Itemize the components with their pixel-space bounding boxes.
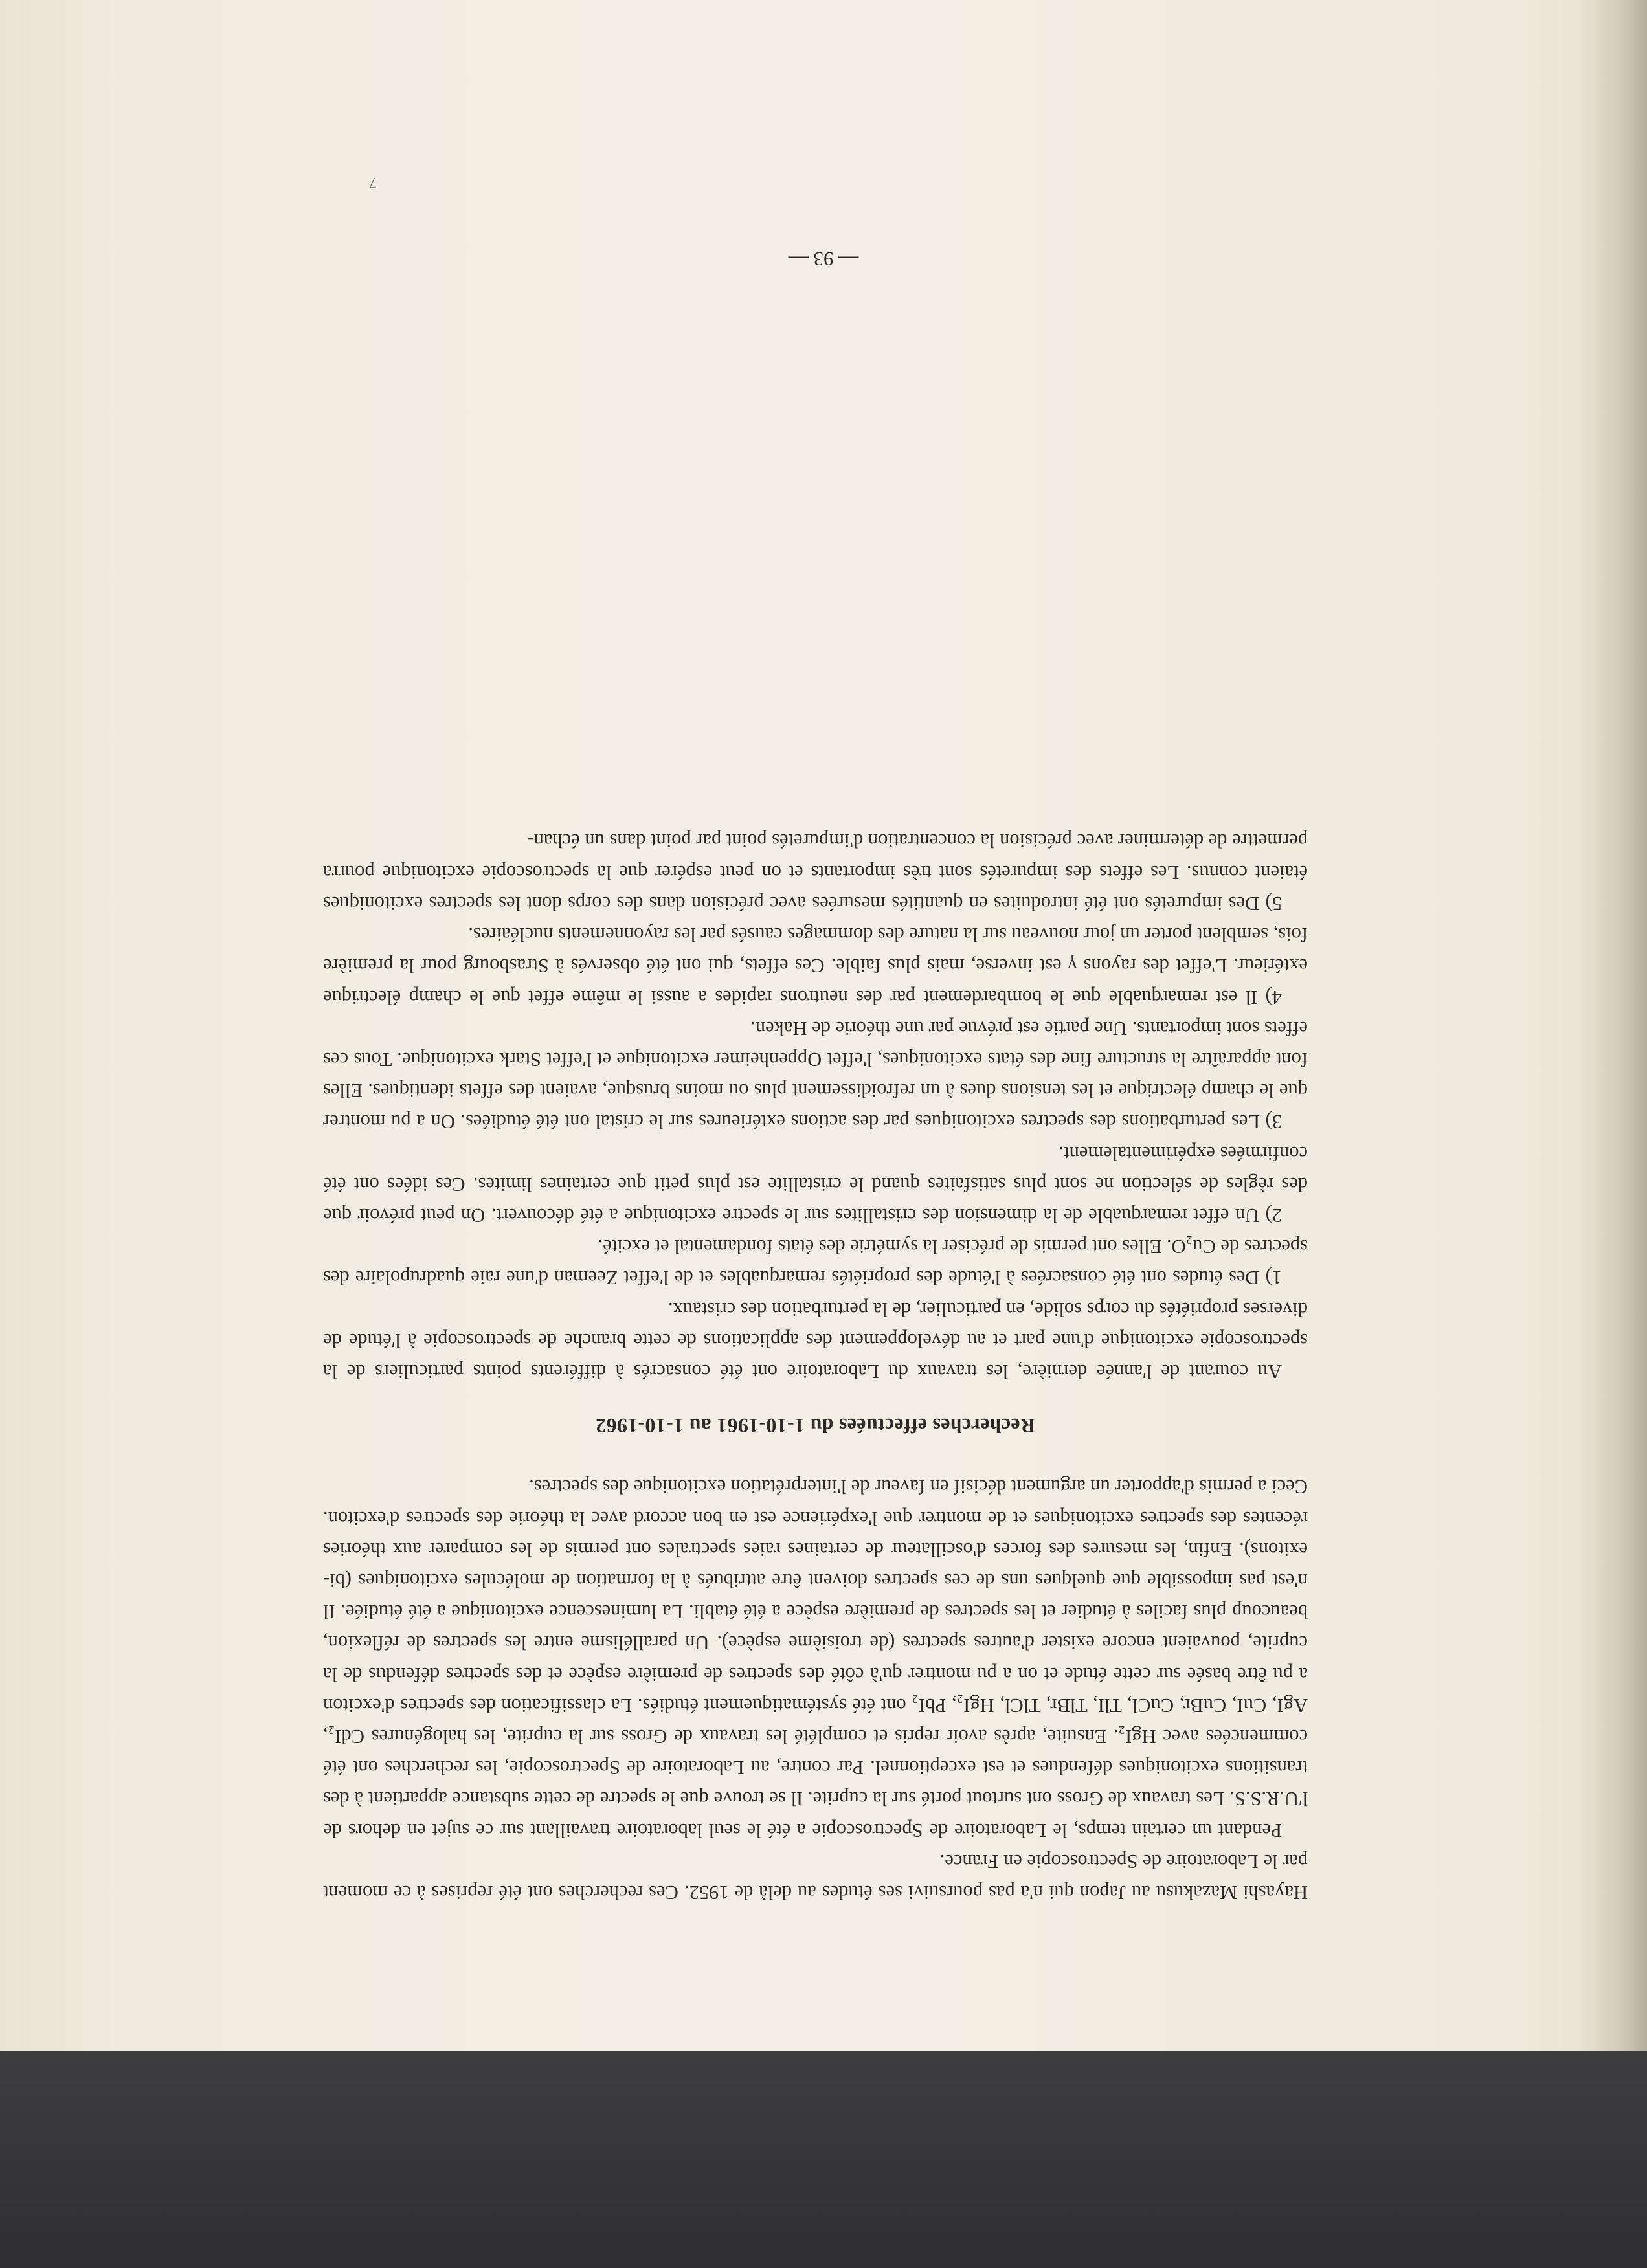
page-body [323, 825, 1308, 1908]
pencil-annotation: 7 [369, 174, 377, 191]
paragraph: Pendant un certain temps, le Laboratoire de Spectroscopie a été le seul laboratoire travaillant sur ce sujet en dehors de l'U.R.S.S. Les travaux de Gross ont surtout porté sur la cuprite. Il se trouve que le spectre de cette substance appartient à des transitions excitoniques défendues et est exceptionnel. Par contre, au Laboratoire de Spectroscopie, les recherches ont été commencées avec HgI₂. Ensuite, après avoir repris et complété les travaux de Gross sur la cuprite, les halogénures CdI₂, AgI, CuI, CuBr, CuCl, TlI, TlBr, TlCl, HgI₂, PbI₂ ont été systématiquement étudiés. La classification des spectres d'exciton a pu être basée sur cette étude et on a pu montrer qu'à côté des spectres de première espèce et des spectres défendus de la cuprite, pouvaient encore exister d'autres spectres (de troisième espèce). Un parallélisme entre les spectres de réflexion, beaucoup plus faciles à étudier et les spectres de première espèce a été établi. La luminescence excitonique a été étudiée. Il n'est pas impossible que quelques uns de ces spectres doivent être attribués à la formation de molécules excitoniques (bi-exitons). Enfin, les mesures des forces d'oscillateur de certaines raies spectrales ont permis de les comparer aux théories récentes des spectres excitoniques et de montrer que l'expérience est en bon accord avec la théorie des spectres d'exciton. Ceci a permis d'apporter un argument décisif en faveur de l'interprétation excitonique des spectres. [323, 1476, 1308, 1841]
list-item: 2) Un effet remarquable de la dimension des cristallites sur le spectre excitonique a été découvert. On peut prévoir que des règles de sélection ne sont plus satisfaites quand le cristallite est plus petit que certaines limites. Ces idées ont été confirmées expérimentalement. [323, 1142, 1308, 1227]
list-item: 5) Des impuretés ont été introduites en quantités mesurées avec précision dans des corps dont les spectres excitoniques étaient connus. Les effets des impuretés sont très importants et on peut espérer que la spectroscopie excitonique pourra permettre de déterminer avec précision la concentration d'impuretés point par point dans un échan- [323, 830, 1308, 915]
list-item: 4) Il est remarquable que le bombardement par des neutrons rapides a aussi le même effet que le champ électrique extérieur. L'effet des rayons γ est inverse, mais plus faible. Ces effets, qui ont été observés à Strasbourg pour la première fois, semblent porter un jour nouveau sur la nature des dommages causés par les rayonnements nucléaires. [323, 924, 1308, 1008]
dark-background [0, 2045, 1647, 2268]
list-item: 3) Les perturbations des spectres excitoniques par des actions extérieures sur le cristal ont été étudiées. On a pu montrer que le champ électrique et les tensions dues à un refroidissement plus ou moins brusque, avaient des effets identiques. Elles font apparaître la structure fine des états excitoniques, l'effet Oppenheimer excitonique et l'effet Stark excitonique. Tous ces effets sont importants. Une partie est prévue par une théorie de Haken. [323, 1017, 1308, 1133]
paragraph: Au courant de l'année dernière, les travaux du Laboratoire ont été consacrés à différents points particuliers de la spectroscopie excitonique d'une part et au développement des applications de cette branche de spectroscopie à l'étude de diverses propriétés du corps solide, en particulier, de la perturbation des cristaux. [323, 1298, 1308, 1383]
paragraph: Hayashi Mazakusu au Japon qui n'a pas poursuivi ses études au delà de 1952. Ces recherches ont été reprises à ce moment par le Laboratoire de Spectroscopie en France. [323, 1850, 1308, 1904]
section-heading: Recherches effectuées du 1-10-1961 au 1-10-1962 [595, 1414, 1036, 1438]
list-item: 1) Des études ont été consacrées à l'étude des propriétés remarquables et de l'effet Zeeman d'une raie quadrupolaire des spectres de Cu₂O. Elles ont permis de préciser la symétrie des états fondamental et excité. [323, 1236, 1308, 1289]
page-number: — 93 — [788, 248, 859, 271]
